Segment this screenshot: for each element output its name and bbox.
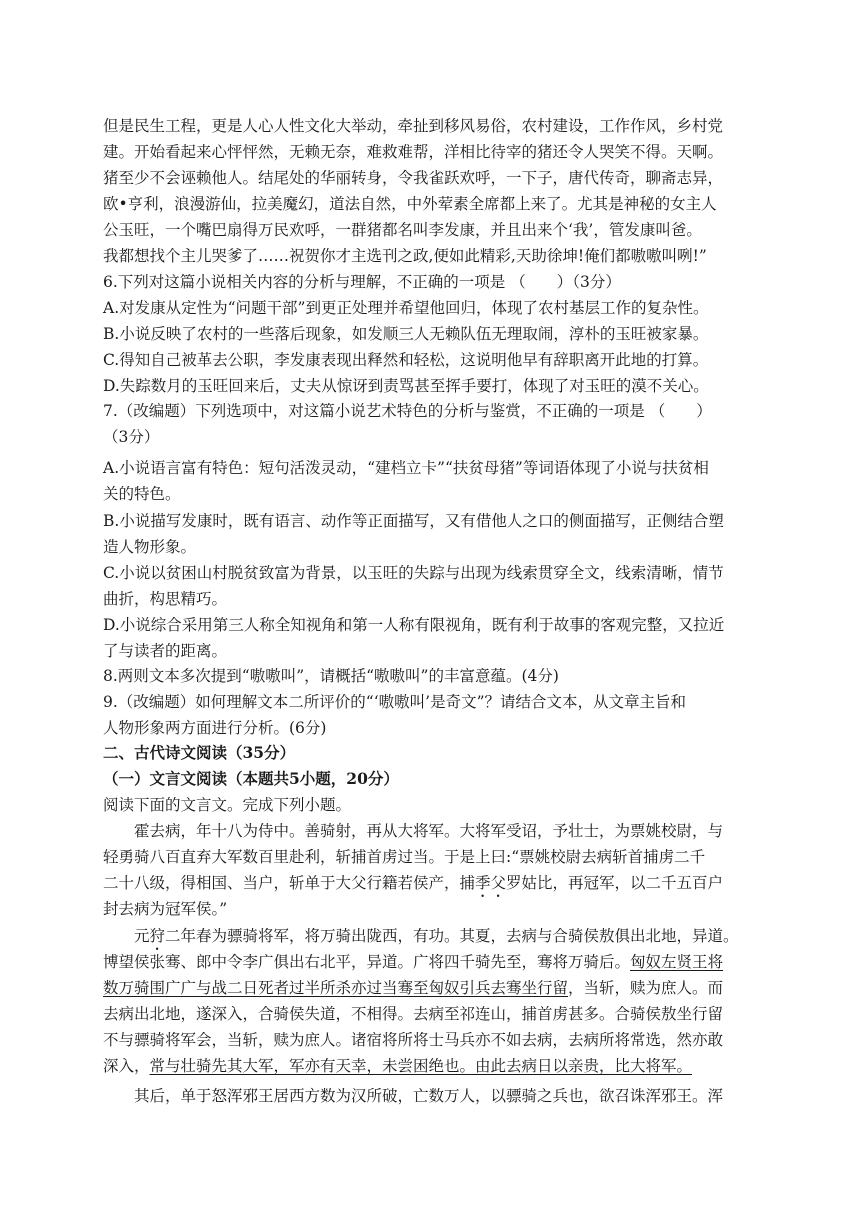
underlined-sentence: 匈奴左贤王将: [630, 953, 724, 971]
underlined-sentence: 数万骑围广广与战二日死者过半所杀亦过当骞至匈奴引兵去骞坐行留: [103, 979, 569, 997]
question-8: 8.两则文本多次提到“嗷嗷叫”，请概括“嗷嗷叫”的丰富意蕴。(4分): [103, 667, 559, 685]
question-6-option-a: A.对发康从定性为“问题干部”到更正处理并希望他回归，体现了农村基层工作的复杂性。: [103, 299, 709, 317]
text-line: 但是民生工程，更是人心人性文化大举动，牵扯到移风易俗，农村建设，工作作风，乡村党: [103, 117, 724, 135]
passage-line: [103, 975, 723, 1001]
question-7-option-a: A.小说语言富有特色：短句活泼灵动，“建档立卡”“扶贫母猪”等词语体现了小说与扶贫相: [103, 459, 709, 477]
section-heading: 二、古代诗文阅读（35分）: [103, 743, 296, 762]
passage-text: 博望侯张骞、郎中令李广俱出右北平，异道。广将四千骑先至，骞将万骑后。: [103, 953, 631, 971]
question-7-option-d: D.小说综合采用第三人称全知视角和第一人称有限视角，既有利于故事的客观完整，又拉近: [103, 616, 725, 634]
passage-line: 去病出北地，遂深入，合骑侯失道，不相得。去病至祁连山，捕首虏甚多。合骑侯敖坐行留: [103, 1005, 724, 1023]
question-6-option-b: B.小说反映了农村的一些落后现象，如发顺三人无赖队伍无理取闹，淳朴的玉旺被家暴。: [103, 325, 709, 343]
subsection-heading: （一）文言文阅读（本题共5小题，20分）: [103, 769, 399, 788]
passage-text: ，当斩，赎为庶人。而: [568, 979, 724, 997]
text-line: 欧•亨利，浪漫游仙，拉美魔幻，道法自然，中外荤素全席都上来了。尤其是神秘的女主人: [103, 195, 717, 213]
passage-line: 轻勇骑八百直弃大军数百里赴利，斩捕首虏过当。于是上曰:“票姚校尉去病斩首捕虏二千: [103, 848, 706, 866]
passage-emphasis: 狩: [149, 927, 166, 945]
text-line: 公玉旺，一个嘴巴扇得万民欢呼，一群猪都名叫李发康，并且出来个‘我’，管发康叫爸。: [103, 221, 702, 239]
passage-line: 其后，单于怒浑邪王居西方数为汉所破，亡数万人，以骠骑之兵也，欲召诛浑邪王。浑: [134, 1087, 724, 1105]
passage-line: 不与骠骑将军会，当斩，赎为庶人。诸宿将所将士马兵亦不如去病，去病所将常选，然亦敢: [103, 1031, 724, 1049]
underlined-sentence: 常与壮骑先其大军，军亦有天幸，未尝困绝也。由此去病日以亲贵，比大将军。: [149, 1057, 693, 1075]
question-7-option-c: C.小说以贫困山村脱贫致富为背景，以玉旺的失踪与出现为线索贯穿全文，线索清晰，情节: [103, 564, 724, 582]
passage-line: [103, 949, 723, 975]
passage-line: [103, 1053, 692, 1079]
passage-text: 深入，: [103, 1057, 150, 1075]
passage-text: 二十八级，得相国、当户，斩单于大父行籍若侯产，捕: [103, 874, 476, 892]
passage-emphasis: 季父: [475, 874, 507, 892]
question-6-option-d: D.失踪数月的玉旺回来后，丈夫从惊讶到责骂甚至挥手要打，体现了对玉旺的漠不关心。: [103, 377, 709, 395]
question-6-option-c: C.得知自己被革去公职，李发康表现出释然和轻松，这说明他早有辞职离开此地的打算。: [103, 351, 709, 369]
question-7-option-a-cont: 关的特色。: [103, 485, 181, 503]
passage-text: 罗姑比，再冠军，以二千五百户: [506, 874, 724, 892]
text-line: 建。开始看起来心怦怦然，无赖无奈，难救难帮，洋相比待宰的猪还令人哭笑不得。天啊。: [103, 143, 724, 161]
question-9: 9.（改编题）如何理解文本二所评价的“‘嗷嗷叫’是奇文”？请结合文本，从文章主旨和: [103, 693, 686, 711]
passage-text: 元: [134, 927, 150, 945]
question-7-option-b-cont: 造人物形象。: [103, 538, 197, 556]
question-6-stem: 6.下列对这篇小说相关内容的分析与理解，不正确的一项是 （ ）（3分）: [103, 273, 621, 291]
passage-line: 封去病为冠军侯。”: [103, 900, 228, 918]
question-7-option-b: B.小说描写发康时，既有语言、动作等正面描写，又有借他人之口的侧面描写，正侧结合塑: [103, 512, 724, 530]
question-7-score: （3分）: [103, 428, 160, 446]
passage-text: 二年春为骠骑将军，将万骑出陇西，有功。其夏，去病与合骑侯敖俱出北地，异道。: [165, 927, 739, 945]
question-7-option-c-cont: 曲折，构思精巧。: [103, 590, 228, 608]
question-7-stem: 7.（改编题）下列选项中，对这篇小说艺术特色的分析与鉴赏，不正确的一项是 （ ）: [103, 402, 712, 420]
question-7-option-d-cont: 了与读者的距离。: [103, 642, 228, 660]
text-line: 我都想找个主儿哭爹了……祝贺你才主选刊之政,便如此精彩,天助徐坤!俺们都嗷嗷叫咧!”: [103, 247, 707, 265]
text-line: 猪至少不会诬赖他人。结尾处的华丽转身，令我雀跃欢呼，一下子，唐代传奇，聊斋志异，: [103, 169, 724, 187]
question-9-cont: 人物形象两方面进行分析。(6分): [103, 719, 327, 737]
reading-instruction: 阅读下面的文言文。完成下列小题。: [103, 796, 352, 814]
passage-line: 霍去病，年十八为侍中。善骑射，再从大将军。大将军受诏，予壮士，为票姚校尉，与: [134, 822, 724, 840]
